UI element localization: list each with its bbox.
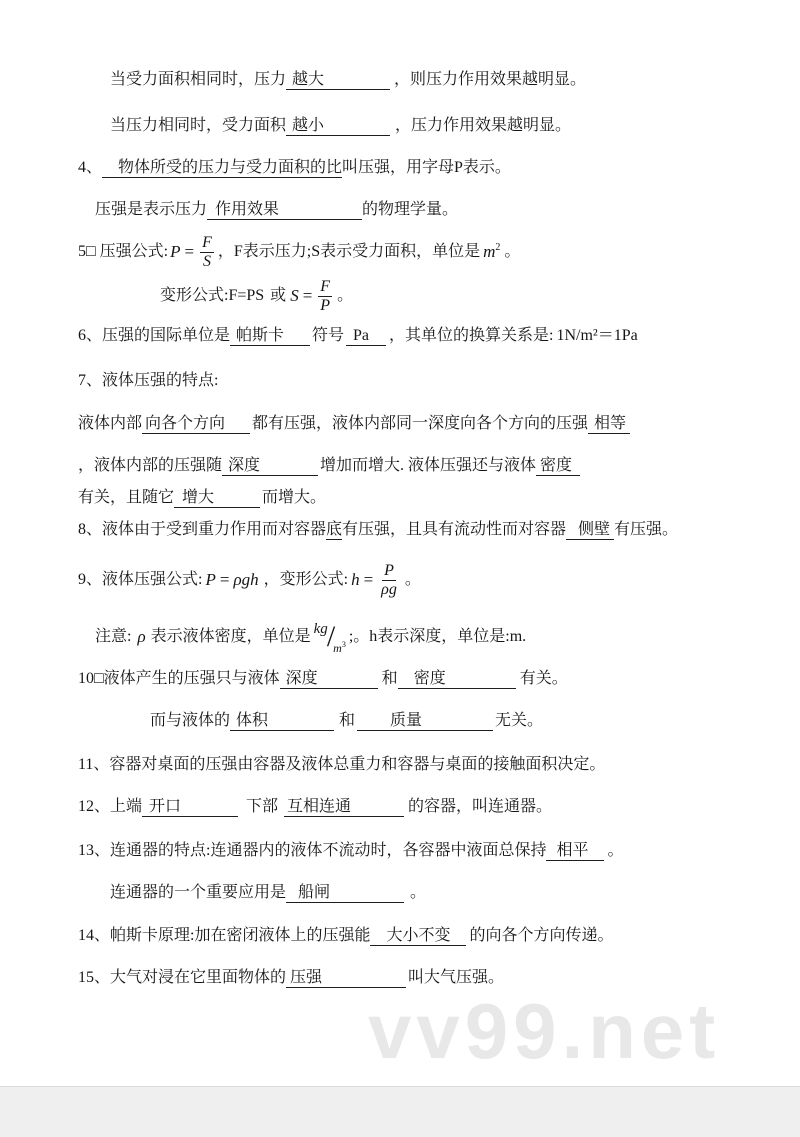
watermark: vv99.net <box>368 987 721 1075</box>
fraction-denominator: ρg <box>381 580 397 598</box>
line-1 <box>110 70 586 90</box>
line-8-heading <box>78 371 218 391</box>
fraction-numerator: P <box>384 561 394 579</box>
formula-lhs: S <box>290 286 299 305</box>
answer-blank: 增大 <box>174 489 260 508</box>
line-12 <box>78 520 678 540</box>
formula-lhs: h <box>351 570 360 589</box>
answer-blank: 底 <box>326 521 343 538</box>
answer-blank: 物体所受的压力与受力面积的比 <box>102 159 342 178</box>
unit-numerator: kg <box>313 620 328 637</box>
line-19 <box>78 841 623 861</box>
line-14-text-a: 注意: <box>95 628 132 645</box>
answer-blank: 开口 <box>142 798 238 817</box>
line-2-text-b: ，压力作用效果越明显。 <box>395 117 572 134</box>
answer-blank: 相等 <box>588 415 630 434</box>
line-20 <box>110 883 426 903</box>
line-20-text-a: 连通器的一个重要应用是 <box>110 884 287 901</box>
line-11 <box>78 488 326 508</box>
line-18-text-b: 下部 <box>246 798 279 815</box>
line-10 <box>78 456 580 476</box>
line-6-derived-formula <box>160 276 353 316</box>
answer-blank: 密度 <box>536 457 580 476</box>
line-3-text-b: 叫压强，用字母P表示。 <box>342 159 511 176</box>
line-10-text-b: 增加而增大. 液体压强还与液体 <box>320 457 537 474</box>
line-11-text-b: 而增大。 <box>262 489 327 506</box>
line-12-text-a: 8、液体由于受到重力作用而对容器 <box>78 521 327 538</box>
fraction-denominator: P <box>320 296 331 314</box>
line-6-or: 或 <box>270 287 287 304</box>
answer-blank: 船闸 <box>286 884 404 903</box>
line-7-text-b: 符号 <box>312 327 345 344</box>
answer-blank: 向各个方向 <box>142 415 250 434</box>
line-12-text-b: 有压强，且具有流动性而对容器 <box>342 521 567 538</box>
line-19-text-b: 。 <box>607 842 624 859</box>
line-8-text: 7、液体压强的特点: <box>78 372 219 389</box>
unit-kg-per-cubic-meter <box>314 619 346 655</box>
line-18-text-c: 的容器，叫连通器。 <box>408 798 553 815</box>
line-18-text-a: 12、上端 <box>78 798 143 815</box>
answer-blank: 帕斯卡 <box>230 327 310 346</box>
line-22-text-b: 叫大气压强。 <box>408 969 505 986</box>
fraction-p-over-rho-g <box>379 563 399 598</box>
line-5-pressure-formula <box>78 232 520 272</box>
line-6-text-b: 。 <box>337 287 354 304</box>
line-15-and: 和 <box>381 670 398 687</box>
line-21 <box>78 926 613 946</box>
formula-lhs: P <box>170 242 181 261</box>
answer-blank: 互相连通 <box>284 798 404 817</box>
answer-blank: 体积 <box>230 712 334 731</box>
line-4 <box>95 200 458 220</box>
line-16-text-c: 无关。 <box>495 712 544 729</box>
unit-square-meter <box>483 242 500 262</box>
fraction-f-over-p <box>318 279 332 314</box>
line-22 <box>78 968 504 988</box>
line-16 <box>150 711 543 731</box>
line-15-text-c: 有关。 <box>519 670 568 687</box>
line-7 <box>78 326 638 346</box>
answer-blank: 作用效果 <box>207 201 362 220</box>
unit-conversion: 1N/m²＝1Pa <box>556 327 638 344</box>
line-3 <box>78 158 511 178</box>
equals-sign: = <box>302 286 313 305</box>
line-1-text-a: 当受力面积相同时，压力 <box>110 71 287 88</box>
line-12-text-c: 有压强。 <box>614 521 679 538</box>
answer-blank: 相平 <box>546 842 604 861</box>
line-14-note <box>95 617 526 657</box>
line-18 <box>78 797 552 817</box>
line-10-text-a: ，液体内部的压强随 <box>78 457 223 474</box>
line-20-text-b: 。 <box>410 884 427 901</box>
line-21-text-b: 的向各个方向传递。 <box>469 927 614 944</box>
line-17-text: 11、容器对桌面的压强由容器及液体总重力和容器与桌面的接触面积决定。 <box>78 756 606 773</box>
equals-sign: = <box>219 570 230 589</box>
line-5-text-b: ，F表示压力;S表示受力面积，单位是 <box>217 243 481 260</box>
rho-symbol: ρ <box>137 627 146 646</box>
line-11-text-a: 有关，且随它 <box>78 489 175 506</box>
unit-den-exponent: 3 <box>341 639 346 649</box>
answer-blank: 压强 <box>286 969 406 988</box>
fraction-numerator: F <box>320 277 331 295</box>
line-4-text-b: 的物理学量。 <box>362 201 459 218</box>
formula-lhs: P <box>205 570 216 589</box>
unit-den-base: m <box>333 640 342 655</box>
line-6-text-a: 变形公式:F=PS <box>160 287 265 304</box>
line-9-text-a: 液体内部 <box>78 415 143 432</box>
line-14-text-c: ;。h表示深度，单位是:m. <box>348 628 527 645</box>
page-bottom-margin <box>0 1086 800 1137</box>
answer-blank: 深度 <box>280 670 378 689</box>
fraction-denominator: S <box>203 252 211 270</box>
item-number-4: 4、 <box>78 159 103 176</box>
line-16-and: 和 <box>339 712 356 729</box>
answer-blank: 深度 <box>222 457 318 476</box>
line-19-text-a: 13、连通器的特点:连通器内的液体不流动时，各容器中液面总保持 <box>78 842 547 859</box>
fraction-f-over-s <box>200 235 214 270</box>
line-2-text-a: 当压力相同时，受力面积 <box>110 117 287 134</box>
fraction-numerator: F <box>202 233 212 251</box>
line-2 <box>110 116 571 136</box>
line-21-text-a: 14、帕斯卡原理:加在密闭液体上的压强能 <box>78 927 371 944</box>
unit-base: m <box>483 242 496 261</box>
line-5-text-a: 5□ 压强公式: <box>78 243 169 260</box>
line-16-text-a: 而与液体的 <box>150 712 231 729</box>
equals-sign: = <box>184 242 195 261</box>
line-15 <box>78 669 568 689</box>
formula-rhs: ρgh <box>233 570 259 589</box>
answer-blank: 大小不变 <box>370 927 466 946</box>
line-17 <box>78 755 605 775</box>
line-5-text-c: 。 <box>504 243 521 260</box>
line-7-text-c: ，其单位的换算关系是: <box>389 327 554 344</box>
line-13-text-a: 9、液体压强公式: <box>78 571 203 588</box>
equals-sign: = <box>363 570 374 589</box>
line-9-text-b: 都有压强，液体内部同一深度向各个方向的压强 <box>252 415 589 432</box>
unit-exponent: 2 <box>495 242 501 253</box>
line-9 <box>78 414 630 434</box>
line-13-text-b: ，变形公式: <box>263 571 349 588</box>
line-14-text-b: 表示液体密度，单位是 <box>150 628 311 645</box>
line-22-text-a: 15、大气对浸在它里面物体的 <box>78 969 287 986</box>
line-15-text-a: 10□液体产生的压强只与液体 <box>78 670 280 687</box>
unit-slash: / <box>326 620 336 653</box>
answer-blank: 侧壁 <box>566 521 614 540</box>
answer-blank: 越大 <box>286 71 390 90</box>
line-1-text-b: ，则压力作用效果越明显。 <box>394 71 587 88</box>
line-13-liquid-pressure-formula <box>78 560 421 600</box>
answer-blank: 越小 <box>286 117 390 136</box>
line-13-text-c: 。 <box>404 571 421 588</box>
answer-blank: 质量 <box>357 712 493 731</box>
unit-denominator <box>333 641 346 654</box>
line-7-text-a: 6、压强的国际单位是 <box>78 327 231 344</box>
answer-blank: Pa <box>346 327 386 346</box>
answer-blank: 密度 <box>398 670 516 689</box>
line-4-text-a: 压强是表示压力 <box>95 201 208 218</box>
